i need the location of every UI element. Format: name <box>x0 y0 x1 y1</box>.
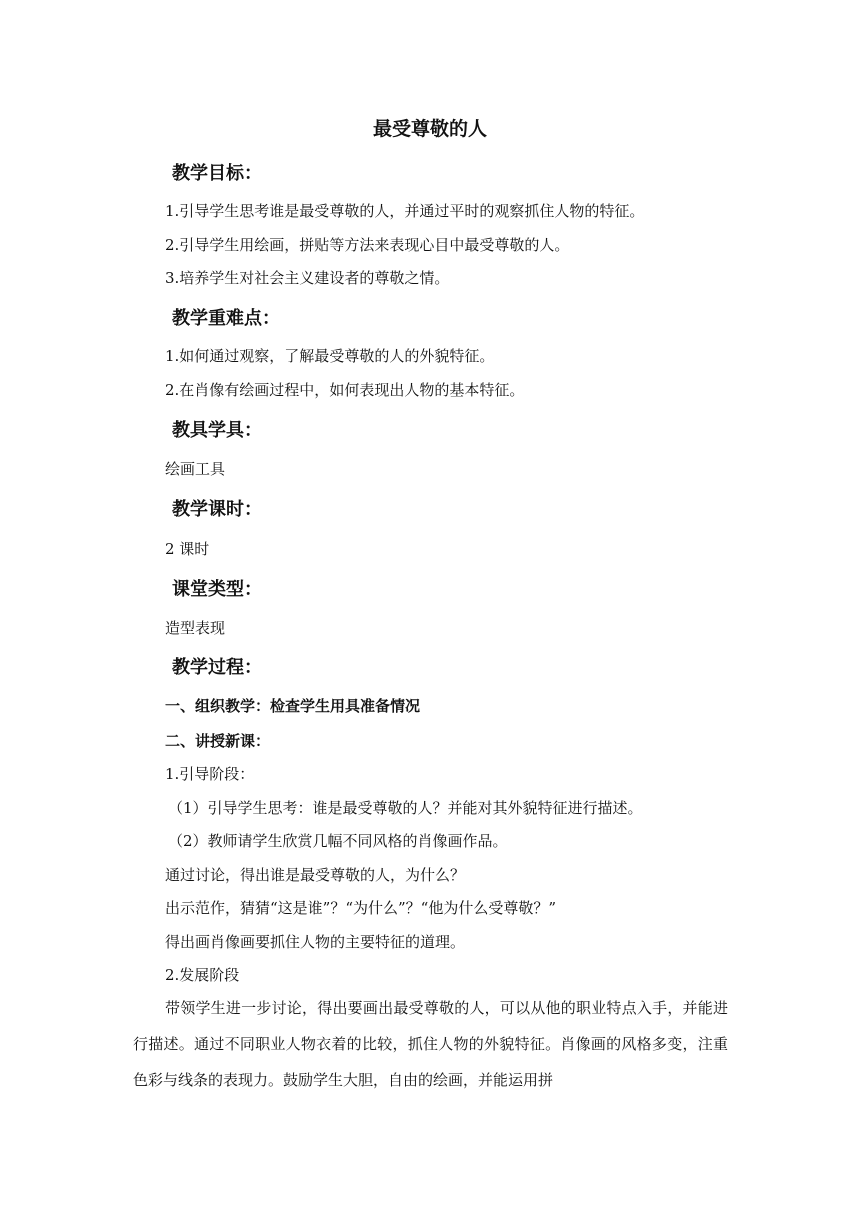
discussion-line: 通过讨论，得出谁是最受尊敬的人，为什么？ <box>165 866 466 884</box>
key-points-heading: 教学重难点： <box>172 308 280 329</box>
conclusion-line: 得出画肖像画要抓住人物的主要特征的道理。 <box>165 933 466 951</box>
objective-item: 1.引导学生思考谁是最受尊敬的人，并通过平时的观察抓住人物的特征。 <box>165 202 645 220</box>
example-line: 出示范作，猜猜“这是谁”？“为什么”？“他为什么受尊敬？” <box>165 899 557 917</box>
objective-item: 3.培养学生对社会主义建设者的尊敬之情。 <box>165 269 450 287</box>
stage-guide-item: （1）引导学生思考：谁是最受尊敬的人？并能对其外貌特征进行描述。 <box>168 799 643 817</box>
hours-text: 2 课时 <box>165 540 210 558</box>
stage-guide-label: 1.引导阶段： <box>165 765 255 783</box>
tools-text: 绘画工具 <box>165 460 226 478</box>
class-type-heading: 课堂类型： <box>172 579 262 600</box>
process-step-teach: 二、讲授新课： <box>165 732 271 750</box>
key-point-item: 1.如何通过观察，了解最受尊敬的人的外貌特征。 <box>165 347 495 365</box>
class-type-text: 造型表现 <box>165 619 226 637</box>
process-step-organize: 一、组织教学：检查学生用具准备情况 <box>165 697 421 715</box>
stage-guide-item: （2）教师请学生欣赏几幅不同风格的肖像画作品。 <box>168 832 508 850</box>
objective-item: 2.引导学生用绘画，拼贴等方法来表现心目中最受尊敬的人。 <box>165 236 570 254</box>
stage-develop-label: 2.发展阶段 <box>165 966 240 984</box>
process-heading: 教学过程： <box>172 657 262 678</box>
key-point-item: 2.在肖像有绘画过程中，如何表现出人物的基本特征。 <box>165 381 525 399</box>
document-title: 最受尊敬的人 <box>372 118 487 140</box>
objectives-heading: 教学目标： <box>172 163 262 184</box>
stage-develop-paragraph: 带领学生进一步讨论，得出要画出最受尊敬的人，可以从他的职业特点入手，并能进行描述。通过不同职业人物衣着的比较，抓住人物的外貌特征。肖像画的风格多变，注重色彩与线条的表现力。鼓励学生大胆，自由的绘画，并能运用拼 <box>133 999 728 1089</box>
tools-heading: 教具学具： <box>172 420 262 441</box>
hours-heading: 教学课时： <box>172 499 262 520</box>
